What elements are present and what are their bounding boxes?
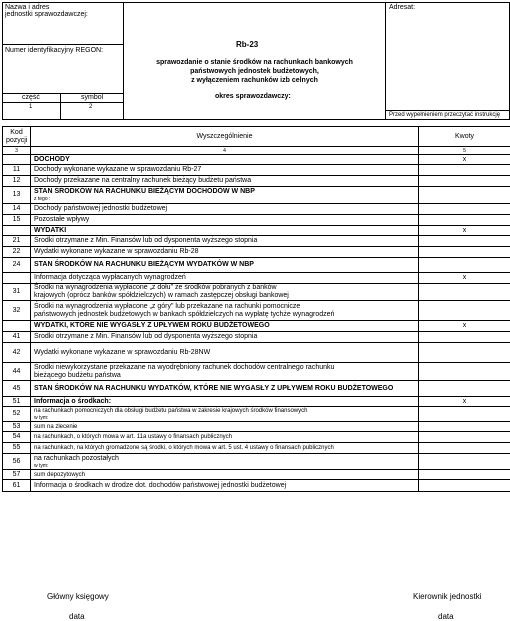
row-description <box>31 397 419 407</box>
row-amount[interactable]: x <box>419 397 510 407</box>
row-text: Informacja dotycząca wypłacanych wynagrodzeń <box>34 274 186 281</box>
table-row <box>3 247 510 258</box>
row-amount[interactable] <box>419 165 510 176</box>
chief-accountant-label: Główny księgowy <box>47 592 109 601</box>
table-row <box>3 443 510 454</box>
row-description <box>31 176 419 187</box>
row-code: 57 <box>3 470 31 480</box>
row-description <box>31 226 419 236</box>
row-description <box>31 443 419 454</box>
row-text: Dochody przekazane na centralny rachunek bieżący budżetu państwa <box>34 177 252 184</box>
row-description <box>31 215 419 226</box>
row-description <box>31 236 419 247</box>
row-amount[interactable] <box>419 432 510 443</box>
row-amount[interactable] <box>419 422 510 432</box>
row-description <box>31 165 419 176</box>
row-text: DOCHODY <box>34 155 70 163</box>
row-amount[interactable] <box>419 407 510 422</box>
table-row <box>3 204 510 215</box>
row-description <box>31 381 419 397</box>
row-text: Środki na wynagrodzenia wypłacone „z góry" lub przekazane na rachunki pomocnicze <box>34 302 301 310</box>
row-description <box>31 480 419 492</box>
row-code: 54 <box>3 432 31 443</box>
table-index-row <box>3 147 510 155</box>
table-row <box>3 381 510 397</box>
table-row <box>3 454 510 470</box>
row-code: 52 <box>3 407 31 422</box>
row-code: 14 <box>3 204 31 215</box>
row-description <box>31 332 419 343</box>
table-row <box>3 301 510 321</box>
row-text: Środki niewykorzystane przekazane na wyodrębniony rachunek dochodów centralnego rachunku <box>34 363 335 371</box>
col1-index: 1 <box>29 104 33 110</box>
period-label: okres sprawozdawczy: <box>215 93 291 100</box>
row-text: Informacja o środkach w drodze dot. dochodów państwowej jednostki budżetowej <box>34 481 287 489</box>
table-row <box>3 187 510 204</box>
row-code: 12 <box>3 176 31 187</box>
row-amount[interactable] <box>419 454 510 470</box>
row-description <box>31 432 419 443</box>
row-code: 24 <box>3 258 31 273</box>
regon-label: Numer identyfikacyjny REGON: <box>5 47 104 54</box>
row-text: STAN ŚRODKÓW NA RACHUNKU BIEŻĄCYM DOCHODÓW W NBP <box>34 188 255 195</box>
row-description <box>31 470 419 480</box>
row-amount[interactable]: x <box>419 273 510 284</box>
row-text: Informacja o środkach: <box>34 397 112 405</box>
row-text: Środki otrzymane z Min. Finansów lub od dysponenta wyższego stopnia <box>34 333 258 340</box>
row-code: 21 <box>3 236 31 247</box>
row-text-continued: bieżącego budżetu państwa <box>34 371 121 379</box>
row-code: 11 <box>3 165 31 176</box>
table-row <box>3 284 510 301</box>
row-text: Wydatki wykonane wykazane w sprawozdaniu Rb-28NW <box>34 348 211 356</box>
table-row <box>3 155 510 165</box>
part-label: część <box>22 94 40 101</box>
table-row <box>3 332 510 343</box>
row-text: Dochody wykonane wykazane w sprawozdaniu Rb-27 <box>34 166 202 173</box>
name-address-label: Nazwa i adres jednostki sprawozdawczej: <box>5 4 88 18</box>
row-amount[interactable] <box>419 204 510 215</box>
row-code <box>3 273 31 284</box>
table-row <box>3 480 510 492</box>
row-description <box>31 363 419 381</box>
row-code: 53 <box>3 422 31 432</box>
row-text: WYDATKI <box>34 226 67 234</box>
row-description <box>31 422 419 432</box>
row-amount[interactable]: x <box>419 226 510 236</box>
row-amount[interactable] <box>419 176 510 187</box>
row-amount[interactable]: x <box>419 155 510 165</box>
date-right-label: data <box>438 612 454 621</box>
row-text: Pozostałe wpływy <box>34 216 90 223</box>
table-row <box>3 273 510 284</box>
row-description <box>31 155 419 165</box>
row-code: 41 <box>3 332 31 343</box>
row-amount[interactable] <box>419 247 510 258</box>
row-code: 13 <box>3 187 31 204</box>
row-code: 22 <box>3 247 31 258</box>
row-description <box>31 454 419 470</box>
idx-desc: 4 <box>31 147 419 155</box>
row-text-continued: krajowych (oprócz banków spółdzielczych) w ramach zastępczej obsługi bankowej <box>34 292 289 299</box>
row-text: sum na zlecenie <box>34 423 78 430</box>
row-text: STAN ŚRODKÓW NA RACHUNKU BIEŻĄCYM WYDATKÓW W NBP <box>34 261 254 268</box>
row-description <box>31 321 419 332</box>
table-row <box>3 407 510 422</box>
row-amount[interactable] <box>419 443 510 454</box>
row-code: 51 <box>3 397 31 407</box>
table-row <box>3 226 510 236</box>
row-code: 15 <box>3 215 31 226</box>
row-text-continued: państwowych jednostek budżetowych w bankach spółdzielczych na wypłatę tychże wynagrodzeń <box>34 310 335 318</box>
row-subnote: w tym: <box>34 462 49 469</box>
col-desc-header: Wyszczególnienie <box>31 127 419 147</box>
table-row <box>3 236 510 247</box>
symbol-label: symbol <box>81 94 104 101</box>
row-text: Dochody państwowej jednostki budżetowej <box>34 205 168 212</box>
table-header-row <box>3 127 510 147</box>
row-text: WYDATKI, KTÓRE NIE WYGASŁY Z UPŁYWEM ROKU BUDŻETOWEGO <box>34 322 270 329</box>
row-description <box>31 273 419 284</box>
row-code: 55 <box>3 443 31 454</box>
row-amount[interactable] <box>419 215 510 226</box>
row-text: STAN ŚRODKÓW NA RACHUNKU WYDATKÓW, KTÓRE NIE WYGASŁY Z UPŁYWEM ROKU BUDŻETOWEGO <box>34 384 394 392</box>
row-code: 56 <box>3 454 31 470</box>
row-text: sum depozytowych <box>34 471 86 478</box>
addressee-label: Adresat: <box>389 4 416 11</box>
table-row <box>3 258 510 273</box>
instruction-note: Przed wypełnieniem przeczytać instrukcję <box>389 112 501 118</box>
table-row <box>3 470 510 480</box>
row-subnote: z tego : <box>34 196 51 202</box>
table-row <box>3 321 510 332</box>
report-table <box>2 126 510 492</box>
row-description <box>31 407 419 422</box>
row-text: na rachunkach, na których gromadzone są środki, o których mowa w art. 5 ust. 4 ustawy o finansach publicznych <box>34 445 334 451</box>
idx-amount: 5 <box>419 147 510 155</box>
table-row <box>3 215 510 226</box>
row-amount[interactable] <box>419 301 510 321</box>
row-text: na rachunkach, o których mowa w art. 11a ustawy o finansach publicznych <box>34 434 232 440</box>
row-amount[interactable] <box>419 284 510 301</box>
idx-code: 3 <box>3 147 31 155</box>
row-code <box>3 155 31 165</box>
row-description <box>31 187 419 204</box>
row-description <box>31 343 419 363</box>
head-of-unit-label: Kierownik jednostki <box>413 592 482 601</box>
row-amount[interactable] <box>419 187 510 204</box>
row-amount[interactable] <box>419 236 510 247</box>
row-code <box>3 226 31 236</box>
row-description <box>31 204 419 215</box>
row-code: 44 <box>3 363 31 381</box>
row-amount[interactable] <box>419 332 510 343</box>
row-code: 32 <box>3 301 31 321</box>
col-amount-header: Kwoty <box>419 127 510 147</box>
table-row <box>3 422 510 432</box>
row-description <box>31 301 419 321</box>
row-text: na rachunkach pomocniczych dla obsługi budżetu państwa w zakresie krajowych środków finansowych <box>34 408 308 414</box>
table-row <box>3 343 510 363</box>
form-title: sprawozdanie o stanie środków na rachunkach bankowych państwowych jednostek budżetowych, z wyłączeniem rachunków izb celnych <box>156 59 353 84</box>
row-amount[interactable] <box>419 480 510 492</box>
row-amount[interactable] <box>419 343 510 363</box>
row-amount[interactable] <box>419 363 510 381</box>
table-row <box>3 165 510 176</box>
date-left-label: data <box>69 612 85 621</box>
row-text: Środki otrzymane z Min. Finansów lub od dysponenta wyższego stopnia <box>34 237 258 244</box>
table-row <box>3 176 510 187</box>
row-description <box>31 247 419 258</box>
row-code: 45 <box>3 381 31 397</box>
row-text: na rachunkach pozostałych <box>34 454 119 462</box>
row-code <box>3 321 31 332</box>
row-code: 42 <box>3 343 31 363</box>
table-row <box>3 432 510 443</box>
col-code-header: Kod pozycji <box>3 127 31 147</box>
row-code: 31 <box>3 284 31 301</box>
row-amount[interactable] <box>419 258 510 273</box>
row-amount[interactable] <box>419 381 510 397</box>
row-text: Środki na wynagrodzenia wypłacone „z dołu" ze środków pobranych z banków <box>34 284 277 291</box>
row-amount[interactable] <box>419 470 510 480</box>
row-text: Wydatki wykonane wykazane w sprawozdaniu Rb-28 <box>34 248 199 255</box>
table-row <box>3 363 510 381</box>
row-code: 61 <box>3 480 31 492</box>
table-row <box>3 397 510 407</box>
row-description <box>31 258 419 273</box>
row-amount[interactable]: x <box>419 321 510 332</box>
col2-index: 2 <box>89 104 93 110</box>
row-subnote: w tym: <box>34 415 49 421</box>
form-code: Rb-23 <box>236 40 259 49</box>
row-description <box>31 284 419 301</box>
